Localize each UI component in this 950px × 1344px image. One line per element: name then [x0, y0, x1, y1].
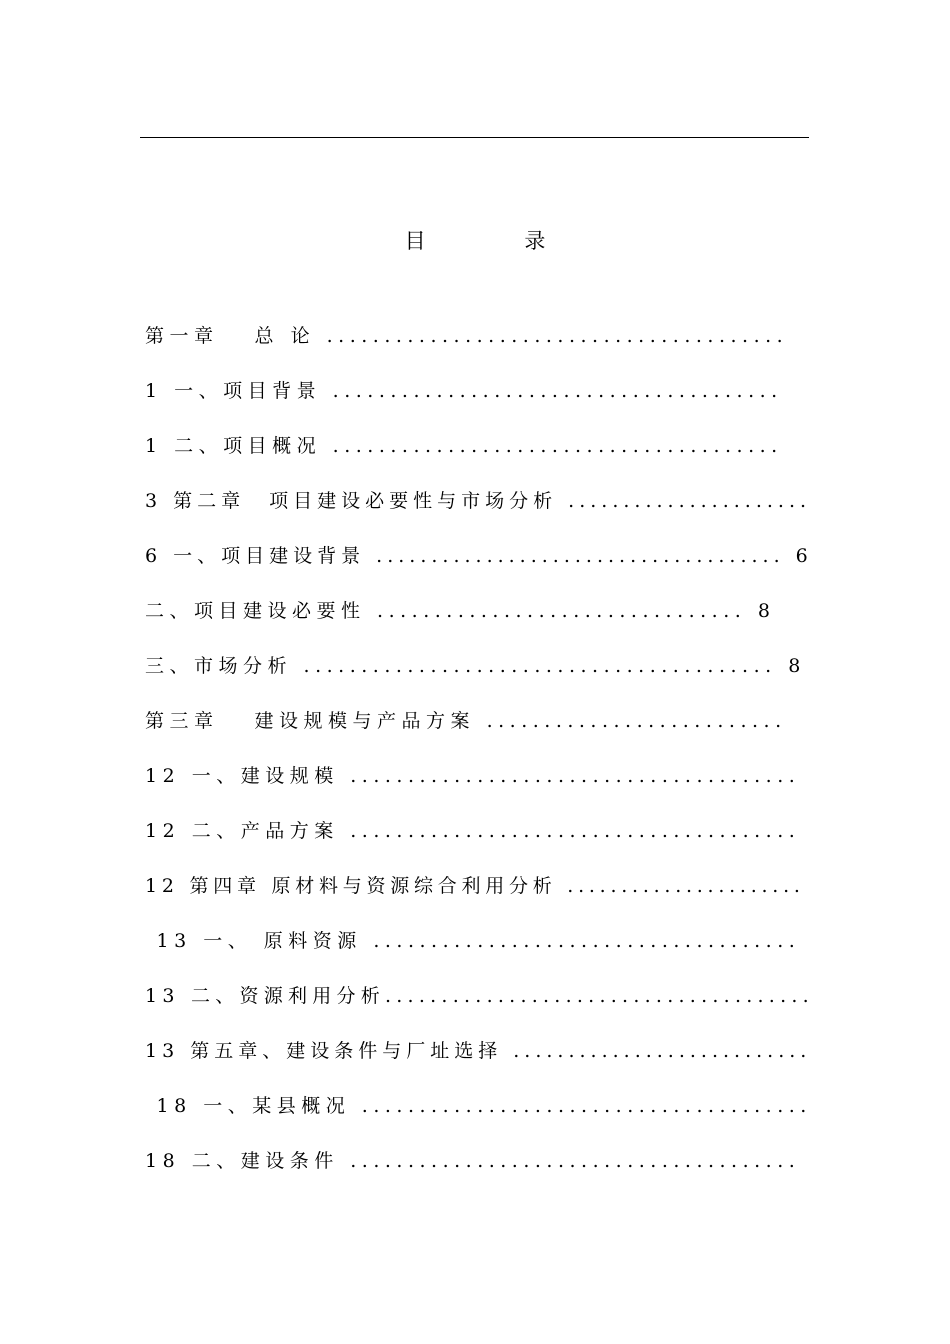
toc-entry[interactable]: 13 一、 原料资源 .....................................	[145, 930, 801, 952]
toc-entry[interactable]: 1 一、项目背景 .......................................	[145, 380, 783, 402]
toc-entry[interactable]: 6 一、项目建设背景 ..................................... 6	[145, 545, 813, 567]
toc-entry[interactable]: 13 第五章、建设条件与厂址选择 ...........................	[145, 1040, 812, 1062]
toc-entry[interactable]: 第一章 总 论 ........................................	[145, 325, 789, 347]
header-rule	[140, 137, 809, 138]
toc-entry[interactable]: 18 二、建设条件 .......................................	[145, 1150, 801, 1172]
toc-entry[interactable]: 三、市场分析 ......................................... 8	[145, 655, 806, 677]
toc-entry[interactable]: 13 二、资源利用分析......................................	[145, 985, 814, 1007]
toc-entry[interactable]: 12 第四章 原材料与资源综合利用分析 ......................	[145, 875, 805, 897]
toc-entry[interactable]: 第三章 建设规模与产品方案 ..........................	[145, 710, 787, 732]
toc-entry[interactable]: 18 一、某县概况 .......................................	[145, 1095, 812, 1117]
toc-entry[interactable]: 3 第二章 项目建设必要性与市场分析 ......................	[145, 490, 812, 512]
toc-entry[interactable]: 12 一、建设规模 .......................................	[145, 765, 801, 787]
page-title: 目 录	[404, 229, 592, 253]
toc-entry[interactable]: 1 二、项目概况 .......................................	[145, 435, 783, 457]
toc-entry[interactable]: 二、项目建设必要性 ................................ 8	[145, 600, 776, 622]
toc-entry[interactable]: 12 二、产品方案 .......................................	[145, 820, 801, 842]
